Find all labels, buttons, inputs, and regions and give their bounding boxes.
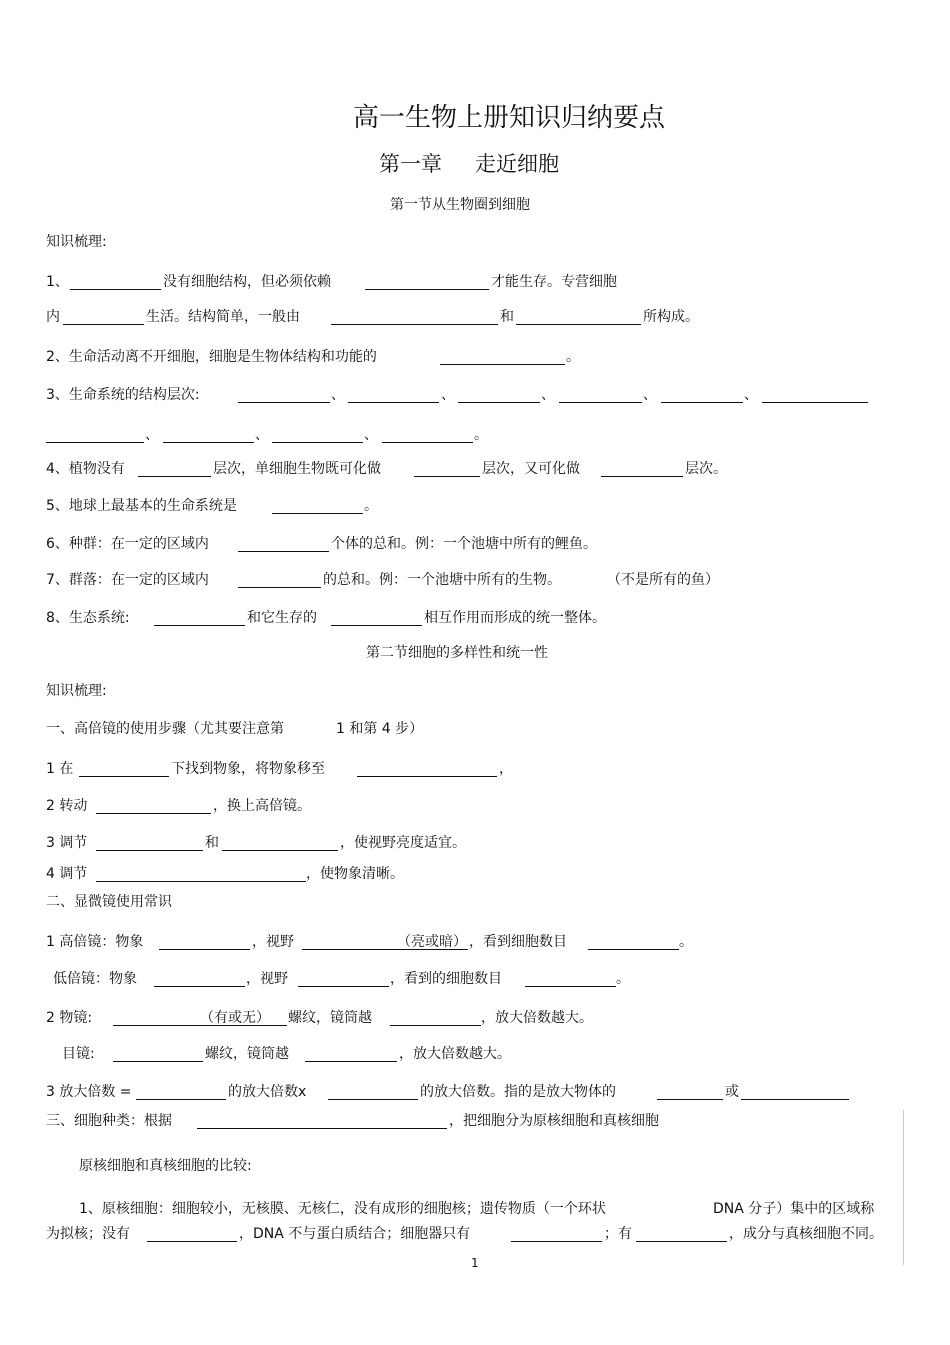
section2-title: 第二节细胞的多样性和统一性 bbox=[366, 645, 548, 661]
q7-b: 的总和。例：一个池塘中所有的生物。 bbox=[323, 572, 561, 588]
blank bbox=[238, 551, 329, 552]
q6-a: 6、种群：在一定的区域内 bbox=[46, 536, 209, 552]
m3-a: 2 物镜: bbox=[46, 1010, 93, 1026]
m3-b: 螺纹，镜筒越 bbox=[288, 1010, 372, 1026]
page-number: 1 bbox=[471, 1256, 479, 1270]
h2: 二、显微镜使用常识 bbox=[46, 894, 172, 910]
q6-b: 个体的总和。例：一个池塘中所有的鲤鱼。 bbox=[331, 536, 597, 552]
m1-b: ，视野 bbox=[252, 934, 294, 950]
page-title: 高一生物上册知识归纳要点 bbox=[353, 103, 666, 133]
q5-b: 。 bbox=[364, 498, 378, 514]
q5-a: 5、地球上最基本的生命系统是 bbox=[46, 498, 237, 514]
s1-c: ， bbox=[499, 761, 513, 777]
blank bbox=[331, 324, 498, 325]
q3-end: 。 bbox=[474, 427, 488, 443]
chapter-name: 走近细胞 bbox=[475, 152, 559, 176]
blank bbox=[46, 442, 144, 443]
m2-b: ，视野 bbox=[246, 971, 288, 987]
blank bbox=[516, 324, 641, 325]
blank bbox=[458, 402, 540, 403]
q8-a: 8、生态系统: bbox=[46, 610, 130, 626]
s2-b: ，换上高倍镜。 bbox=[213, 798, 311, 814]
page-edge-rule bbox=[903, 1110, 904, 1265]
m2-c: ，看到的细胞数目 bbox=[390, 971, 502, 987]
s2-a: 2 转动 bbox=[46, 798, 88, 814]
blank bbox=[197, 1128, 447, 1129]
blank bbox=[331, 625, 422, 626]
blank bbox=[390, 1025, 481, 1026]
h3-b: ，把细胞分为原核细胞和真核细胞 bbox=[449, 1113, 659, 1129]
p1-e: ；有 bbox=[604, 1226, 632, 1242]
blank bbox=[511, 1241, 602, 1242]
blank bbox=[163, 442, 254, 443]
q3-sep: 、 bbox=[541, 387, 555, 403]
q3-sep: 、 bbox=[364, 427, 378, 443]
s1-b: 下找到物象，将物象移至 bbox=[171, 761, 325, 777]
blank bbox=[113, 1061, 203, 1062]
m1-c: ，看到细胞数目 bbox=[469, 934, 567, 950]
blank bbox=[298, 986, 389, 987]
m2-a: 低倍镜：物象 bbox=[53, 971, 137, 987]
q1-b: 没有细胞结构，但必须依赖 bbox=[163, 274, 331, 290]
q7-a: 7、群落：在一定的区域内 bbox=[46, 572, 209, 588]
blank bbox=[159, 949, 250, 950]
m3-c: ，放大倍数越大。 bbox=[481, 1010, 593, 1026]
blank bbox=[222, 850, 338, 851]
blank bbox=[138, 476, 211, 477]
blank bbox=[238, 402, 330, 403]
blank bbox=[96, 813, 211, 814]
blank bbox=[70, 289, 161, 290]
q1-f: 和 bbox=[500, 309, 514, 325]
s3-b: 和 bbox=[205, 835, 219, 851]
m4-c: ，放大倍数越大。 bbox=[399, 1046, 511, 1062]
m4-a: 目镜: bbox=[62, 1046, 95, 1062]
q3-a: 3、生命系统的结构层次: bbox=[46, 387, 200, 403]
chapter-label: 第一章 bbox=[379, 152, 442, 176]
q8-b: 和它生存的 bbox=[247, 610, 317, 626]
m1-d: 。 bbox=[679, 934, 693, 950]
blank bbox=[741, 1099, 849, 1100]
blank bbox=[525, 986, 616, 987]
blank bbox=[365, 289, 489, 290]
h1-a: 一、高倍镜的使用步骤（尤其要注意第 bbox=[46, 721, 284, 737]
m4-b: 螺纹，镜筒越 bbox=[205, 1046, 289, 1062]
blank bbox=[79, 776, 169, 777]
m1-hint: （亮或暗） bbox=[397, 934, 467, 950]
blank bbox=[657, 1099, 723, 1100]
q4-d: 层次。 bbox=[685, 461, 727, 477]
blank bbox=[328, 1099, 418, 1100]
blank bbox=[136, 1099, 226, 1100]
q3-sep: 、 bbox=[643, 387, 657, 403]
p1-b: DNA 分子）集中的区域称 bbox=[713, 1201, 875, 1217]
s4-b: ，使物象清晰。 bbox=[306, 866, 404, 882]
blank bbox=[762, 402, 868, 403]
q1-d: 内 bbox=[46, 309, 60, 325]
blank bbox=[559, 402, 642, 403]
blank bbox=[601, 476, 683, 477]
blank bbox=[63, 324, 144, 325]
m3-hint: （有或无） bbox=[200, 1010, 270, 1026]
blank bbox=[272, 442, 363, 443]
blank bbox=[154, 625, 245, 626]
m1-a: 1 高倍镜：物象 bbox=[46, 934, 144, 950]
q4-a: 4、植物没有 bbox=[46, 461, 125, 477]
q7-c: （不是所有的鱼） bbox=[607, 572, 719, 588]
blank bbox=[440, 364, 565, 365]
q3-sep: 、 bbox=[255, 427, 269, 443]
m5-d: 或 bbox=[725, 1084, 739, 1100]
blank bbox=[382, 442, 473, 443]
q3-sep: 、 bbox=[145, 427, 159, 443]
s3-c: ，使视野亮度适宜。 bbox=[340, 835, 466, 851]
blank bbox=[147, 1241, 237, 1242]
blank bbox=[661, 402, 743, 403]
blank bbox=[96, 881, 306, 882]
q2-a: 2、生命活动离不开细胞，细胞是生物体结构和功能的 bbox=[46, 349, 377, 365]
m5-c: 的放大倍数。指的是放大物体的 bbox=[420, 1084, 616, 1100]
blank bbox=[414, 476, 480, 477]
s1-a: 1 在 bbox=[46, 761, 74, 777]
m5-a: 3 放大倍数 = bbox=[46, 1084, 132, 1100]
blank bbox=[357, 776, 497, 777]
p1-c: 为拟核；没有 bbox=[46, 1226, 130, 1242]
q1-g: 所构成。 bbox=[643, 309, 699, 325]
m5-b: 的放大倍数x bbox=[228, 1084, 307, 1100]
m2-d: 。 bbox=[616, 971, 630, 987]
blank bbox=[272, 513, 363, 514]
p1-f: ，成分与真核细胞不同。 bbox=[729, 1226, 883, 1242]
blank bbox=[588, 949, 679, 950]
section1-heading: 知识梳理: bbox=[46, 234, 107, 250]
blank bbox=[238, 587, 321, 588]
blank bbox=[636, 1241, 727, 1242]
blank bbox=[154, 986, 245, 987]
s4-a: 4 调节 bbox=[46, 866, 88, 882]
comparison-heading: 原核细胞和真核细胞的比较: bbox=[79, 1158, 252, 1174]
q3-sep: 、 bbox=[744, 387, 758, 403]
q1-a: 1、 bbox=[46, 274, 69, 290]
section1-title: 第一节从生物圈到细胞 bbox=[390, 197, 530, 213]
h1-b: 1 和第 4 步） bbox=[336, 721, 424, 737]
blank bbox=[348, 402, 439, 403]
s3-a: 3 调节 bbox=[46, 835, 88, 851]
p1-a: 1、原核细胞：细胞较小，无核膜、无核仁，没有成形的细胞核；遗传物质（一个环状 bbox=[79, 1201, 606, 1217]
blank bbox=[305, 1061, 397, 1062]
h3-a: 三、细胞种类：根据 bbox=[46, 1113, 172, 1129]
q3-sep: 、 bbox=[441, 387, 455, 403]
blank bbox=[96, 850, 203, 851]
q1-c: 才能生存。专营细胞 bbox=[491, 274, 617, 290]
section2-heading: 知识梳理: bbox=[46, 683, 107, 699]
q8-c: 相互作用而形成的统一整体。 bbox=[424, 610, 606, 626]
p1-d: ，DNA 不与蛋白质结合；细胞器只有 bbox=[239, 1226, 471, 1242]
q2-b: 。 bbox=[566, 349, 580, 365]
q4-c: 层次，又可化做 bbox=[482, 461, 580, 477]
q4-b: 层次，单细胞生物既可化做 bbox=[213, 461, 381, 477]
q3-sep: 、 bbox=[331, 387, 345, 403]
q1-e: 生活。结构简单，一般由 bbox=[146, 309, 300, 325]
